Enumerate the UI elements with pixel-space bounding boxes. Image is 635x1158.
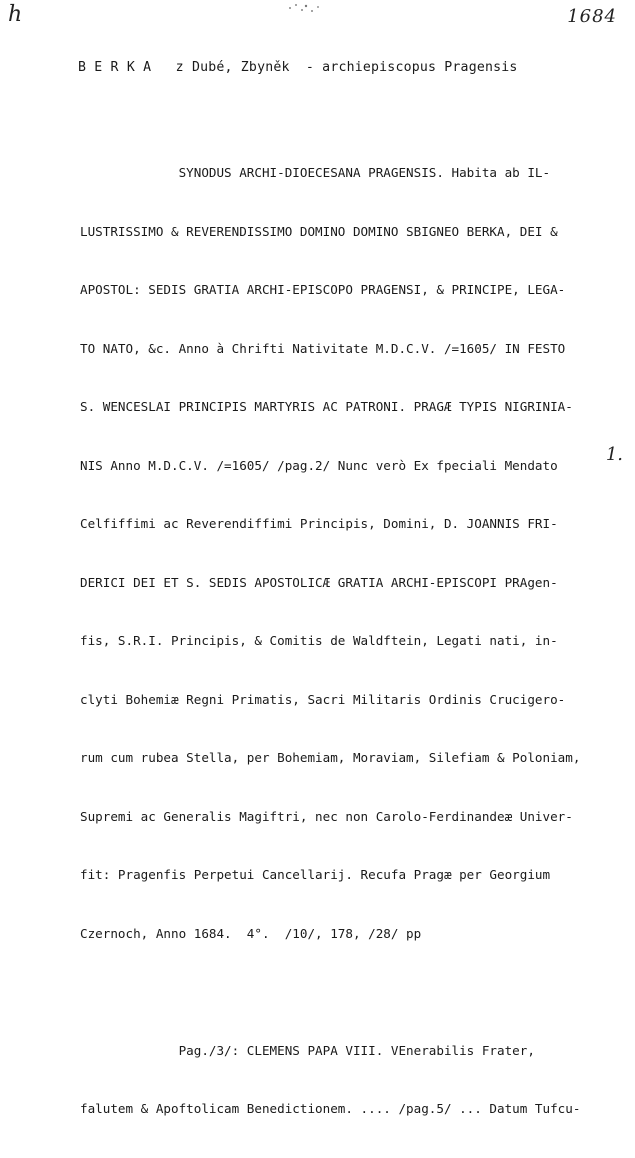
entry-line: S. WENCESLAI PRINCIPIS MARTYRIS AC PATRONI. PRAGÆ TYPIS NIGRINIA- (80, 399, 573, 414)
entry-line (80, 982, 580, 1002)
entry-heading: B E R K A z Dubé, Zbyněk - archiepiscopus Pragensis (78, 60, 518, 75)
entry-line: DERICI DEI ET S. SEDIS APOSTOLICÆ GRATIA ARCHI-EPISCOPI PRAgen- (80, 574, 558, 590)
catalog-number: 1684 (567, 6, 617, 27)
entry-line: NIS Anno M.D.C.V. /=1605/ /pag.2/ Nunc verò Ex fpeciali Mendato (80, 457, 558, 473)
entry-line: Pag./3/: CLEMENS PAPA VIII. VEnerabilis Frater, (80, 1042, 535, 1058)
stamp-dots (284, 2, 324, 16)
corner-mark: h (8, 2, 23, 27)
entry-line: Celfiffimi ac Reverendiffimi Principis, Domini, D. JOANNIS FRI- (80, 516, 558, 531)
entry-line: APOSTOL: SEDIS GRATIA ARCHI-EPISCOPO PRAGENSI, & PRINCIPE, LEGA- (80, 282, 566, 297)
entry-line: Czernoch, Anno 1684. 4°. /10/, 178, /28/ pp (80, 925, 422, 941)
sheet-number: 1. (605, 444, 623, 465)
entry-line: Supremi ac Generalis Magiftri, nec non Carolo-Ferdinandeæ Univer- (80, 808, 573, 824)
entry-line: LUSTRISSIMO & REVERENDISSIMO DOMINO DOMINO SBIGNEO BERKA, DEI & (80, 223, 558, 239)
entry-line: falutem & Apoftolicam Benedictionem. .... /pag.5/ ... Datum Tufcu- (80, 1101, 581, 1116)
entry-line: SYNODUS ARCHI-DIOECESANA PRAGENSIS. Habita ab IL- (80, 165, 551, 180)
entry-line: clyti Bohemiæ Regni Primatis, Sacri Militaris Ordinis Crucigero- (80, 691, 566, 707)
entry-line: TO NATO, &c. Anno à Chrifti Nativitate M.D.C.V. /=1605/ IN FESTO (80, 340, 566, 356)
entry-line: fis, S.R.I. Principis, & Comitis de Waldftein, Legati nati, in- (80, 633, 558, 648)
entry-line: fit: Pragenfis Perpetui Cancellarij. Recufa Pragæ per Georgium (80, 867, 551, 882)
entry-body (80, 124, 580, 1158)
entry-line: rum cum rubea Stella, per Bohemiam, Moraviam, Silefiam & Poloniam, (80, 750, 581, 765)
